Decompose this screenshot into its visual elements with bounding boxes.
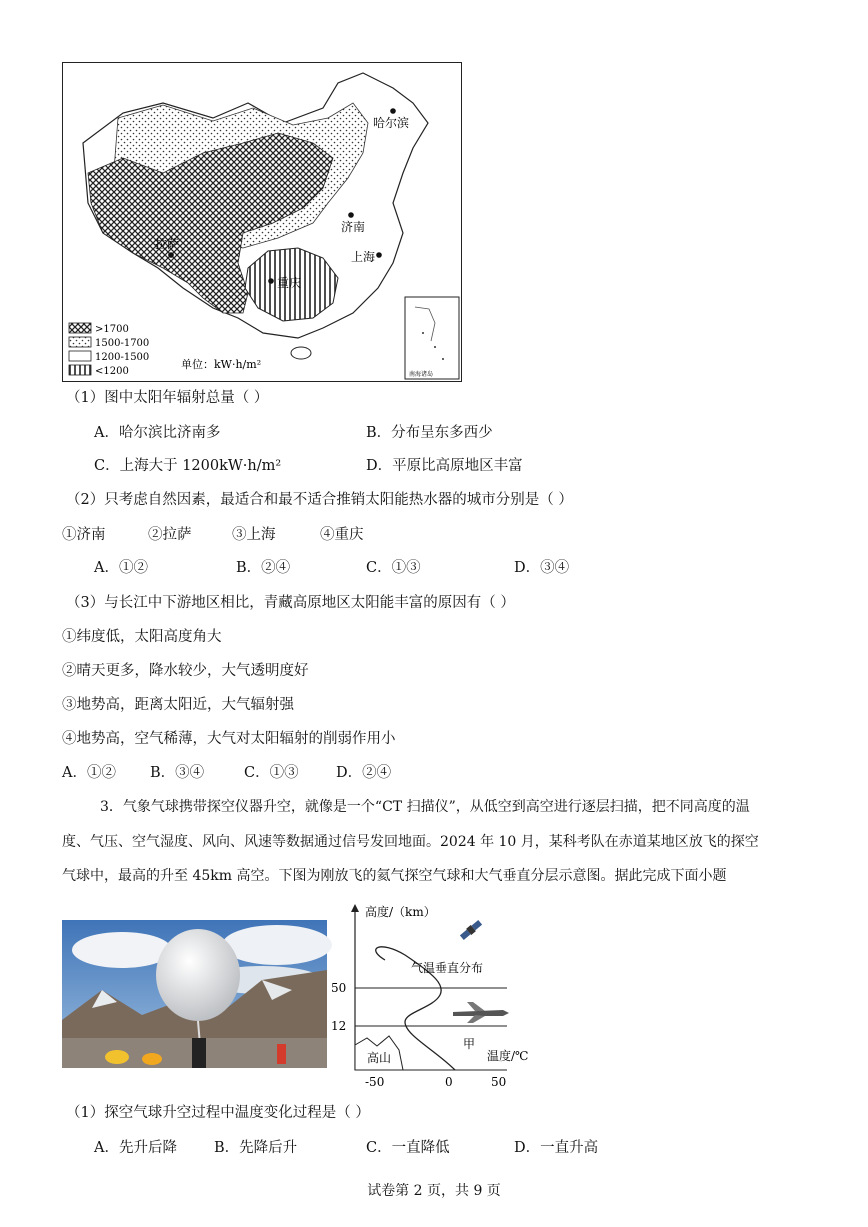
q2-item-4: ④重庆 (320, 527, 364, 543)
q3-option-c: C．①③ (244, 765, 299, 781)
q2-stem: （2）只考虑自然因素，最适合和最不适合推销太阳能热水器的城市分别是（ ） (66, 492, 573, 508)
q4-option-a: A．先升后降 (94, 1140, 177, 1156)
page-footer: 试卷第 2 页，共 9 页 (367, 1183, 501, 1199)
city-lhasa: 拉萨 (155, 237, 180, 251)
city-harbin: 哈尔滨 (373, 116, 410, 130)
p3-line-2: 度、气压、空气湿度、风向、风速等数据通过信号发回地面。2024 年 10 月，某科考队在赤道某地区放飞的探空 (62, 834, 759, 850)
q1-option-d: D．平原比高原地区丰富 (366, 458, 523, 474)
q2-item-3: ③上海 (232, 527, 276, 543)
diagram-xlabel: 温度/℃ (487, 1049, 529, 1063)
q4-stem: （1）探空气球升空过程中温度变化过程是（ ） (66, 1105, 370, 1121)
mountain-label: 高山 (367, 1051, 392, 1065)
q1-option-b: B．分布呈东多西少 (366, 425, 493, 441)
legend-label-4: <1200 (95, 366, 129, 377)
atmosphere-diagram (331, 900, 535, 1090)
q4-option-c: C．一直降低 (366, 1140, 450, 1156)
city-shanghai: 上海 (351, 250, 376, 264)
q2-option-c: C．①③ (366, 560, 421, 576)
q4-option-d: D．一直升高 (514, 1140, 599, 1156)
map-unit: 单位：kW·h/m² (181, 358, 262, 371)
curve-label: 气温垂直分布 (411, 961, 484, 975)
q2-option-a: A．①② (94, 560, 148, 576)
q1-stem: （1）图中太阳年辐射总量（ ） (66, 390, 269, 406)
balloon-photo (62, 920, 327, 1068)
xtick-50: 50 (491, 1075, 507, 1089)
city-jinan: 济南 (341, 220, 366, 234)
city-chongqing: 重庆 (277, 276, 302, 290)
q1-option-c: C．上海大于 1200kW·h/m² (94, 458, 282, 474)
ytick-12: 12 (331, 1019, 347, 1033)
q3-option-d: D．②④ (336, 765, 392, 781)
q3-stem: （3）与长江中下游地区相比，青藏高原地区太阳能丰富的原因有（ ） (66, 595, 515, 611)
q3-option-b: B．③④ (150, 765, 205, 781)
q3-item-1: ①纬度低，太阳高度角大 (62, 629, 222, 645)
xtick-neg50: -50 (365, 1075, 385, 1089)
legend-label-3: 1200-1500 (95, 352, 150, 363)
china-map-svg (63, 63, 461, 381)
q3-item-3: ③地势高，距离太阳近，大气辐射强 (62, 697, 294, 713)
q1-option-a: A．哈尔滨比济南多 (94, 425, 221, 441)
solar-radiation-map (62, 62, 462, 382)
q4-option-b: B．先降后升 (214, 1140, 298, 1156)
p3-line-3: 气球中，最高的升至 45km 高空。下图为刚放飞的氦气探空气球和大气垂直分层示意图。据此完成下面小题 (62, 868, 727, 884)
q3-option-a: A．①② (62, 765, 116, 781)
legend-label-1: >1700 (95, 324, 129, 335)
ytick-50: 50 (331, 981, 347, 995)
layer-label: 甲 (463, 1037, 476, 1051)
diagram-ylabel: 高度/（km） (365, 905, 436, 919)
legend-label-2: 1500-1700 (95, 338, 150, 349)
airplane-icon (453, 1002, 509, 1023)
q3-item-2: ②晴天更多，降水较少，大气透明度好 (62, 663, 309, 679)
q2-option-d: D．③④ (514, 560, 570, 576)
q2-item-1: ①济南 (62, 527, 106, 543)
q2-option-b: B．②④ (236, 560, 291, 576)
xtick-0: 0 (445, 1075, 453, 1089)
q2-item-2: ②拉萨 (148, 527, 192, 543)
q3-item-4: ④地势高，空气稀薄，大气对太阳辐射的削弱作用小 (62, 731, 396, 747)
p3-line-1: 3．气象气球携带探空仪器升空，就像是一个“CT 扫描仪”，从低空到高空进行逐层扫描，把不同高度的温 (100, 799, 750, 815)
inset-label: 南海诸岛 (409, 371, 434, 378)
satellite-icon (459, 919, 483, 941)
